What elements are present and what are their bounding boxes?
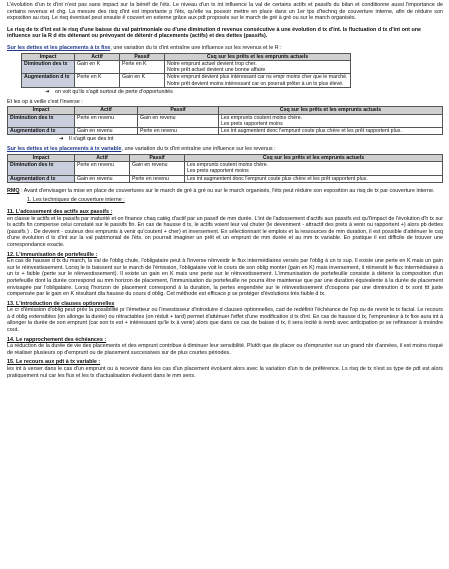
rmq-paragraph [7, 188, 443, 195]
rmq-text: : Avant d'envisager la mise en place de couvertures sur le march de gré à gré ou sur le march organisés, l'éts peut réduire son exposition au risq de tx par couverture interne. [19, 187, 435, 194]
row-impact: Diminution des tx [8, 114, 75, 128]
cell-csq [219, 114, 443, 128]
row-impact: Diminution des tx [8, 161, 75, 175]
table-row [22, 60, 351, 74]
table-header-row [8, 107, 443, 114]
fixed-rate-table [21, 53, 351, 88]
section-title: 13. L'introduction de clauses optionnelles [7, 300, 115, 307]
section-title: 14. Le rapprochement des échéances : [7, 336, 107, 343]
col-header: Actif [75, 107, 138, 114]
section-body: En cas de hausse d tx du march, la val de l'oblig chute, l'obligataire peut à l'inverse réinvestir le flux intermédiaires versés par l'oblig à un tx sup. Il existe une perte en K mais un gain sur le réinvestissement. Lorsq le tx baissent sur le march de l'émission, l'obligataire voit le cours de son oblig monter (gain en K) mais inversement, il réinvestit le flux intermédiaires à un tx + faible (perte sur le réinvestissement). Il existe un gain en K mais une perte sur le réinvestissement. L'immunisation de portefeuille consiste à détenir la composition d'un portefeuille dont la durée correspond au mm horizon de placement, l'immunisation du portefeuille ne pourra être maintenue que par une duration équivalente à la durée de placement envisagée par l'obligataire. Lorsq l'horizon de placement correspond à la duration, la pertes engendrée sur le réinvestissement d'coupons par une diminution d tx sont ttt juste compensée par le gain en K résultant dla hausse du cours d oblig. Cet méthode est efficace p se protéger d'évolutions très faible d tx. [7, 258, 443, 298]
variable-rate-table-1 [7, 106, 443, 135]
col-header: Impact [8, 154, 75, 161]
variable-rate-table-2 [7, 154, 443, 183]
section-body: les int à verser dans le cas d'un emprunt ou à recevoir dans les cas d'un placement évoluent alors avec la variation d'un tx de préférence. Ls risq de tx n'est ss type de pdt est alors pratiquement nul car les flux et les tx d'actualisation évoluent dans le mm sens. [7, 366, 443, 379]
row-impact: Augmentation d tx [22, 74, 75, 88]
variable-rate-heading-rest: , une variation du tx d'int entraîne une influence sur les revenus : [121, 146, 276, 153]
rmq-label: RMQ [7, 187, 20, 194]
variable-intro: Et les op à veille c'est l'inverse : [7, 98, 83, 105]
cell-passif: Gain en revenu [130, 161, 185, 175]
cell-actif: Perte en revenu [75, 114, 138, 128]
table-row [8, 114, 443, 128]
col-header: Actif [75, 53, 120, 60]
col-header: Csq sur les prêts et les emprunts actuels [165, 53, 351, 60]
variable-note-text: Il s'agit que des int [69, 136, 114, 143]
cell-csq: Les int augmentent donc l'emprunt coute plus chère et les prêt rapportent plus. [185, 175, 443, 182]
variable-note [7, 136, 443, 143]
fixed-rate-heading-strong: Sur les dettes et les placements à tx fixe [7, 44, 111, 51]
section-title: 15. Le recours aux pdt à tx variable : [7, 359, 101, 366]
fixed-rate-note-text: on voit qu'ils s'agit surtout de perte d'opportunités [55, 89, 173, 96]
cell-csq: Les int augmentent donc l'emprunt coute plus chère et les prêt rapportent plus. [219, 128, 443, 135]
cell-actif: Perte en revenu [75, 161, 130, 175]
col-header: Actif [75, 154, 130, 161]
section-title: 12. L'immunisation de portefeuille : [7, 251, 98, 258]
csq-line: Notre emprunt actuel devient trop cher. [167, 60, 257, 67]
fixed-rate-heading [7, 45, 443, 52]
section-body: Le cr d'émission d'oblig peut prév la possibilité pr l'émetteur ou l'investisseur d'introduire d clauses optionnelles, cad de redéfinir l'échéance de l'op ou de revoir le tx facial. Le recours à d oblig extensibles (on allonge la durée) ou rétractables (on réduit + tard) permet d'atténuer l'effet d'une modification d tx d'int. En cas de hausse d tx, l'emprunteur à tx fixe aura int à allonger la durée de son emprunt (car son tx est + intéressant qu'le tx à venir) alors que dans ce cas de baisse d tx, il sera incité à remb avec anticipation pr se refinancer à moindre cout. [7, 307, 443, 334]
csq-line: Notre prêt actuel devient une bonne affaire [167, 67, 266, 74]
cell-passif: Perte en revenu [130, 175, 185, 182]
table-header-row [8, 154, 443, 161]
cell-passif: Perte en revenu [138, 128, 219, 135]
cell-actif: Perte en K [75, 74, 120, 88]
csq-line: Les prets rapportent moins [221, 120, 283, 127]
intro-paragraph: L'évolution d'un tx d'int n'est pas sans impact sur la bénéf de l'éts. Le niveau d'un tx int influence la val de certains actifs et passifs du bilan et conditionne aussi l'importance de certains revenus et chg. La mesure des risq d'int est importante p l'éts, qu'elle va pouvoir mettre en place dans un 1er tps d'technq de couverture interne, afin de réduire son exposition au risq. Le risq éventuel peut ensuite ê couvert en externe grâce aux pdt proposés sur le march de gré à gré ou sur le march organisés. [7, 2, 443, 22]
fixed-rate-note [7, 89, 443, 96]
cell-actif: Gain en revenu [75, 175, 130, 182]
csq-line: Notre emprunt devient plus intéressant car ns empr moins cher que le marché. [167, 74, 348, 81]
techniques-title: 1. Les techniques de couverture interne : [27, 197, 125, 204]
cell-csq [165, 60, 351, 74]
cell-passif: Gain en revenu [138, 114, 219, 128]
cell-passif: Perte en K [120, 60, 165, 74]
cell-csq [185, 161, 443, 175]
cell-csq [165, 74, 351, 88]
col-header: Passif [120, 53, 165, 60]
row-impact: Augmentation d tx [8, 175, 75, 182]
cell-actif: Gain en revenu [75, 128, 138, 135]
col-header: Impact [8, 107, 75, 114]
csq-line: Les emprunts coutent moins chère. [187, 161, 269, 168]
table-row [8, 161, 443, 175]
section-title: 11. L'adossement des actifs aux passifs : [7, 208, 113, 215]
table-row [22, 74, 351, 88]
row-impact: Diminution des tx [22, 60, 75, 74]
table-row [8, 128, 443, 135]
row-impact: Augmentation d tx [8, 128, 75, 135]
section-body: La réduction de la durée de vie des placements et des emprunt contribue à diminuer leur sensibilité. Plutôt que de placer ou d'emprunter sur un grand nbr d'années, il est moins risqué de réaliser plusieurs op d'emprunt ou de placement successives sur de plus courtes périodes. [7, 343, 443, 356]
table-header-row [22, 53, 351, 60]
col-header: Impact [22, 53, 75, 60]
variable-rate-heading [7, 146, 443, 153]
cell-passif: Gain en K [120, 74, 165, 88]
variable-rate-heading-strong: Sur les dettes et les placements à tx variable [7, 146, 122, 153]
col-header: Passif [130, 154, 185, 161]
col-header: Csq sur les prêts et les emprunts actuels [185, 154, 443, 161]
arrow-icon: ➜ [59, 136, 64, 143]
fixed-rate-heading-rest: , une variation du tx d'int entraîne une influence sur les revenus et le R : [110, 44, 282, 51]
risk-definition: Le risq de tx d'int est le risq d'une baisse du val patrimoniale ou d'une diminution d revenus consécutive à une évolution d tx d'int. Is fluctuation d tx d'int ont une influence sur la R d éts détenant ou prévoyant de détenir d placements (actifs) et des dettes (passifs). [7, 26, 422, 40]
csq-line: Les emprunts coutent moins chère. [221, 114, 303, 121]
arrow-icon: ➜ [45, 89, 50, 96]
table-row [8, 175, 443, 182]
section-body: en classe le actifs et le passifs par maturité et on finance chaq catég d'actif par un passif de mm durée. L'int de l'adossement d'actifs aux passifs est qu'l'impact de l'évolution d'h tx sur ls actifs fin compense celui constaté sur le passifs fin. En cas de hausse d tx, le actifs voient leur val chuter (le devenment - attractif des prets à venir ou rapportent +) alors pb dettes (passifs ) . De devient - couteux des emprunts à venir qu'coutent + cher) et inversement. En sélectionnant le emplois et la ressources de mm duration, il est possible d'atténuer le csq d'une évolution d tx d'int sur la val patrimonial de l'éts. on pourrait imaginer un prêt et un emprunt de mm durée et au mm tx variable. En pratique il est difficile de trouver une correspondance exacte. [7, 215, 443, 248]
csq-line: Notre prêt devient moins intéressant car on pourrait prêter à un tx plus élevé. [167, 80, 344, 87]
csq-line: Les prets rapportent moins [187, 168, 249, 175]
col-header: Csq sur les prêts et les emprunts actuels [219, 107, 443, 114]
cell-actif: Gain en K [75, 60, 120, 74]
col-header: Passif [138, 107, 219, 114]
